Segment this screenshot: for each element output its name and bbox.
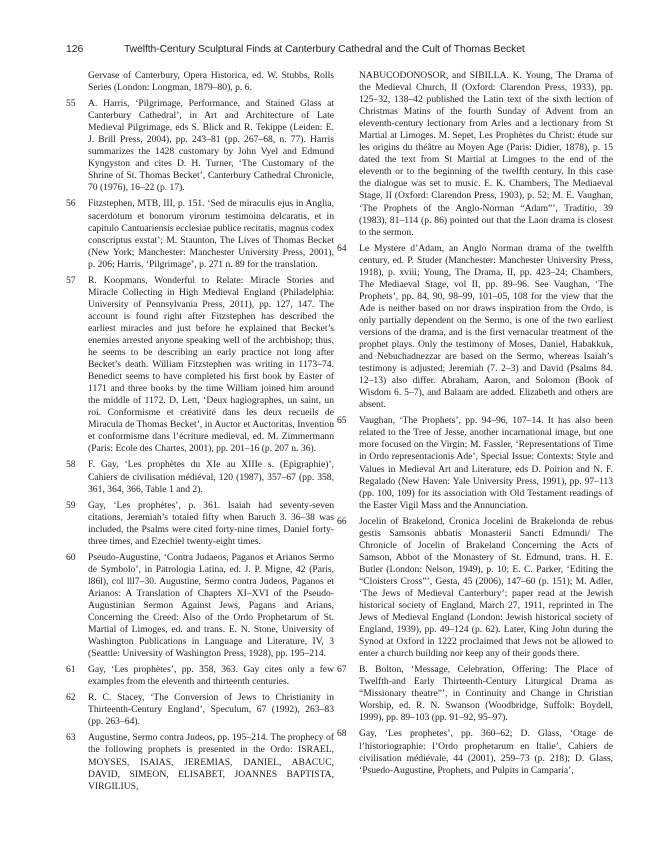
running-title: Twelfth-Century Sculptural Finds at Canterbury Cathedral and the Cult of Thomas Becket: [124, 44, 525, 55]
page-number: 126: [66, 44, 84, 55]
footnote-text: A. Harris, ‘Pilgrimage, Performance, and Stained Glass at Canterbury Cathedral’, in Art and Architecture of Late Medieval Pilgrimage, eds S. Blick and R. Tekippe (Leiden: E. J. Brill Press, 2004), pp. 243–81 (pp. 267–68, n. 77). Harris summarizes the 1428 customary by John Vyel and Edmund Kyngyston and cites D. H. Turner, ‘The Customary of the Shrine of St. Thomas Becket’, Canterbury Cathedral Chronicle, 70 (1976), 16–22 (p. 17).: [88, 98, 334, 194]
footnote-text: Vaughan, ‘The Prophets’, pp. 94–96, 107–14. It has also been related to the Tree of Jesse, another incarnational image, but one more focused on the Virgin; M. Fassler, ‘Representations of Time in Ordo representacionis Ade’, Special Issue: Contexts: Style and Values in Medieval Art and Literature, eds D. Poirion and N. F. Regalado (New Haven: Yale University Press, 1991), pp. 97–113 (pp. 100, 109) for its association with Old Testament readings of the Easter Vigil Mass and the Annunciation.: [359, 415, 613, 511]
footnote-text: NABUCODONOSOR, and SIBILLA. K. Young, The Drama of the Medieval Church, II (Oxford: Clarendon Press, 1933), pp. 125–32, 138–42 published the Latin text of the sixth lection of Christmas Matins of the fourth Sunday of Advent from an eleventh-century lectionary from Arles and a lectionary from St Martial at Limoges. M. Sepet, Les Prophètes du Christ: étude sur les origins du théâtre au Moyen Age (Paris: Didier, 1878), p. 15 dated the text from St Martial at Limgoes to the end of the eleventh or to the beginning of the twelfth century. In this case the dialogue was set to music. E. K. Chambers, The Mediaeval Stage, II (Oxford: Clarendon Press, 1903), p. 52; M. E. Vaughan, ‘The Prophets of the Anglo-Norman “Adam”’, Traditio, 39 (1983), 81–114 (p. 86) pointed out that the Laon drama is closest to the sermon.: [359, 70, 613, 238]
footnote-number: 64: [337, 242, 347, 254]
footnote-text: Gay, ‘Les prophetes’, pp. 360–62; D. Glass, ‘Otage de l’historiographie: l’Ordo prophetarum en Italie’, Cahiers de civilisation médiévale, 44 (2001), 259–73 (p. 218); D. Glass, ‘Psuedo-Augustine, Prophets, and Pulpits in Camparia’,: [359, 728, 613, 776]
footnote-text: Le Mystere d’Adam, an Anglo Norman drama of the twelfth century, ed. P. Studer (Manchester: Manchester University Press, 1918), p. xviii; Young, The Drama, II, pp. 423–24; Chambers, The Mediaeval Stage, vol II, pp. 89–96. See Vaughan, ‘The Prophets’, pp. 84, 90, 98–99, 101–05, 108 for the view that the Ade is neither based on nor draws inspiration from the Ordo, is only partially dependent on the Sermo, is one of the two earliest versions of the drama, and is the first vernacular treatment of the prophet plays. Only the testimony of Moses, Daniel, Habakkuk, and Nebuchadnezzar are based on the Sermo, whereas Isaiah’s testimony is adjusted; Jeremiah (7. 2–3) and David (Psalms 84. 12–13) also differ. Abraham, Aaron, and Solomon (Book of Wisdom 6. 5–7), and Balaam are added. Elizabeth and others are absent.: [359, 242, 613, 411]
footnotes-left-column: [66, 70, 334, 830]
footnote-text: Gay, ‘Les prophètes’, p. 361. Isaiah had seventy-seven citations, Jeremiah’s totaled fifty when Baruch 3. 36–38 was included, the Psalms were cited forty-nine times, Daniel forty-three times, and Ezechiel twenty-eight times.: [88, 499, 334, 547]
footnote: [337, 516, 613, 661]
footnote: [66, 198, 334, 270]
footnote-text: Gervase of Canterbury, Opera Historica, ed. W. Stubbs, Rolls Series (London: Longman, 1879–80), p. 6.: [88, 70, 334, 94]
footnote: [337, 664, 613, 724]
footnote-number: 60: [66, 551, 76, 563]
footnote-number: 68: [337, 728, 347, 740]
footnote-text: Jocelin of Brakelond, Cronica Jocelini de Brakelonda de rebus gestis Samsonis abbatis Monasterii Sancti Edmundi/ The Chronicle of Jocelin of Brakeland Concerning the Acts of Samson, Abbot of the Monastery of St. Edmund, trans. H. E. Butler (London: Nelson, 1949), p. 10; E. C. Parker, ‘Editing the “Cloisters Cross”’, Gesta, 45 (2006), 147–60 (p. 151); M. Adler, ‘The Jews of Medieval Canterbury’; paper read at the Jewish historical society of England, March 27, 1911, reprinted in The Jews of Medieval England (London: Jewish historical society of England, 1939), pp. 49–124 (p. 62). Later, King John during the Synod at Oxford in 1222 proclaimed that Jews not be allowed to enter a church building nor keep any of their goods there.: [359, 515, 613, 660]
footnote-text: Augustine, Sermo contra Judeos, pp. 195–214. The prophecy of the following prophets is presented in the Ordo: ISRAEL, MOYSES, ISAIAS, JEREMIAS, DANIEL, ABACUC, DAVID, SIMEON, ELISABET, JOANNES BAPTISTA, VIRGILIUS,: [88, 732, 334, 792]
footnote: [66, 459, 334, 495]
footnote-continuation: [337, 70, 613, 239]
footnote-number: 56: [66, 198, 76, 210]
footnote: [66, 500, 334, 548]
footnote-text: R. C. Stacey, ‘The Conversion of Jews to Christianity in Thirteenth-Century England’, Speculum, 67 (1992), 263–83 (pp. 263–64).: [88, 692, 334, 728]
footnote: [66, 664, 334, 688]
footnotes-right-column: [337, 70, 613, 830]
footnote-number: 62: [66, 692, 76, 704]
footnote: [66, 275, 334, 456]
footnote-text: Pseudo-Augustine, ‘Contra Judaeos, Paganos et Arianos Sermo de Symbolo’, in Patrologia Latina, ed. J. P. Migne, 42 (Paris, l86l), col lll7–30. Augustine, Sermo contra Judeos, Paganos et Arianos: A Translation of Chapters XI–XVI of the Pseudo-Augustinian Sermon Against Jews, Pagans and Arians, Concerning the Creed: Also of the Ordo Prophetarum of St. Martial of Limoges, ed. and trans. E. N. Stone, University of Washington Publications in Language and Literature, IV, 3 (Seattle: University of Washington Press, 1928), pp. 195–214.: [88, 551, 334, 660]
footnote-text: F. Gay, ‘Les prophètes du XIe au XIIIe s. (Epigraphie)’, Cahiers de civilisation médiéval, 120 (1987), 357–67 (pp. 358, 361, 364, 366, Table 1 and 2).: [88, 459, 334, 495]
footnote-number: 67: [337, 664, 347, 676]
footnote: [66, 692, 334, 728]
footnote-number: 65: [337, 415, 347, 427]
footnote: [66, 98, 334, 194]
footnote-number: 59: [66, 499, 76, 511]
footnote-number: 55: [66, 98, 76, 110]
footnote-text: Fitzstephen, MTB, III, p. 151. ‘Sed de miraculis ejus in Anglia, sacerdotum et bonorum virorum testimoina delcaratis, et in capitulo Cantuariensis ecclesiae publice recitatis, magnus codex conscriptus exstat’; M. Staunton, The Lives of Thomas Becket (New York; Manchester: Manchester University Press, 2001), p. 206; Harris, ‘Pilgrimage’, p. 271 n. 89 for the translation.: [88, 198, 334, 270]
footnote: [337, 728, 613, 776]
footnote-continuation: [66, 70, 334, 94]
footnote-number: 57: [66, 274, 76, 286]
footnote: [66, 552, 334, 660]
footnote-number: 66: [337, 515, 347, 527]
footnote-number: 61: [66, 664, 76, 676]
footnote-text: B. Bolton, ‘Message, Celebration, Offering: The Place of Twelfth-and Early Thirteenth-Century Liturgical Drama as “Missionary theatre”’, in Continuity and Change in Christian Worship, ed. R. N. Swanson (Woodbridge, Suffolk: Boydell, 1999), pp. 89–103 (pp. 91–92, 95–97).: [359, 664, 613, 724]
footnote: [337, 243, 613, 412]
footnote-text: Gay, ‘Les prophètes’, pp. 358, 363. Gay cites only a few examples from the eleventh and thirteenth centuries.: [88, 664, 334, 688]
footnote-number: 63: [66, 732, 76, 744]
footnote-number: 58: [66, 459, 76, 471]
running-header: [66, 44, 614, 60]
footnote-text: R. Koopmans, Wonderful to Relate: Miracle Stories and Miracle Collecting in High Medieval England (Philadelphia: University of Pennsylvania Press, 2011), pp. 127, 147. The account is found right after Fitzstephen has described the earliest miracles and just before he explained that Becket’s enemies arrested anyone speaking well of the archbishop; thus, he seems to be describing an early practice not long after Becket’s death. William Fitzstephen was writing in 1173–74. Benedict seems to have completed his first book by Easter of 1171 and three books by the time William joined him around the middle of 1172. D. Lett, ‘Deux hagiographes, un saint, un roi. Conformisme et créativité dans les deux recueils de Miracula de Thomas Becket’, in Auctor et Auctoritas, Invention et conformisme dans l’écriture medieval, ed. M. Zimmermann (Paris: Ecole des Chartes, 2001), pp. 201–16 (p. 207 n. 36).: [88, 274, 334, 455]
footnote: [337, 415, 613, 511]
footnote: [66, 732, 334, 792]
